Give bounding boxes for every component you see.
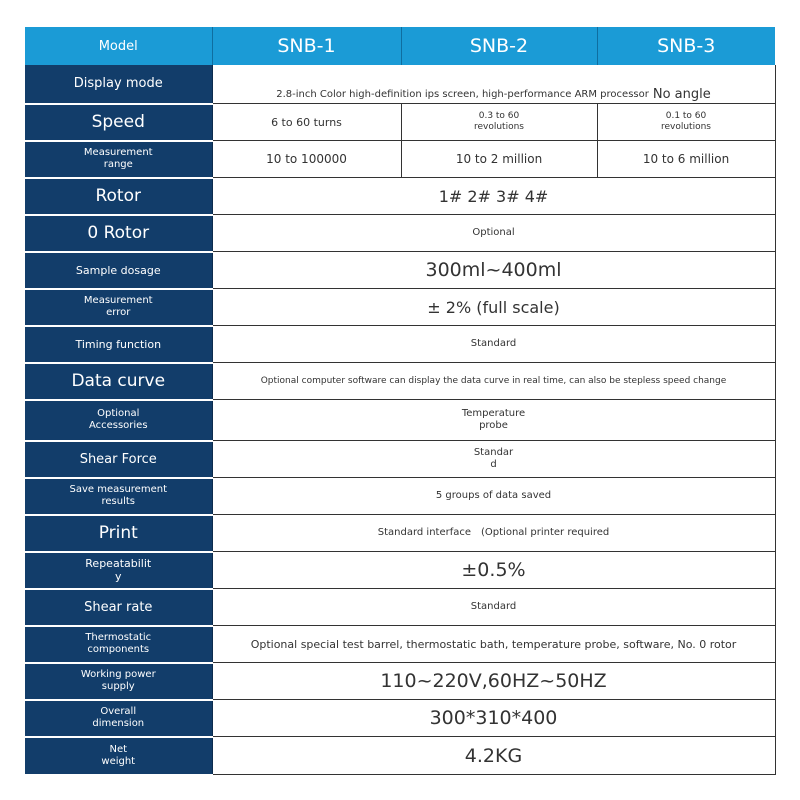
row-print xyxy=(25,515,775,552)
row-zero-rotor xyxy=(25,215,775,252)
row-display-mode xyxy=(25,65,775,104)
row-label-overall-dimension: Overall dimension xyxy=(25,700,212,737)
speed-snb3: 0.1 to 60 revolutions xyxy=(597,104,775,141)
row-value-optional-accessories: Temperature probe xyxy=(212,400,775,441)
row-value-measurement-error: ± 2% (full scale) xyxy=(212,289,775,326)
row-value-save-results: 5 groups of data saved xyxy=(212,478,775,515)
row-shear-rate xyxy=(25,589,775,626)
row-label-save-results: Save measurement results xyxy=(25,478,212,515)
row-label-measurement-range: Measurement range xyxy=(25,141,212,178)
row-value-display-mode xyxy=(212,65,775,104)
row-label-net-weight: Net weight xyxy=(25,737,212,775)
display-mode-extra: No angle xyxy=(652,87,711,102)
spec-table xyxy=(25,27,776,776)
header-model-snb1: SNB-1 xyxy=(212,27,401,65)
header-model-snb2: SNB-2 xyxy=(401,27,597,65)
row-label-shear-force: Shear Force xyxy=(25,441,212,478)
row-label-measurement-error: Measurement error xyxy=(25,289,212,326)
row-label-data-curve: Data curve xyxy=(25,363,212,400)
row-power-supply xyxy=(25,663,775,700)
row-measurement-range xyxy=(25,141,775,178)
row-label-shear-rate: Shear rate xyxy=(25,589,212,626)
row-optional-accessories xyxy=(25,400,775,441)
row-value-timing-function: Standard xyxy=(212,326,775,363)
measurement-range-snb3: 10 to 6 million xyxy=(597,141,775,178)
row-value-net-weight: 4.2KG xyxy=(212,737,775,775)
row-value-rotor: 1# 2# 3# 4# xyxy=(212,178,775,215)
speed-snb2: 0.3 to 60 revolutions xyxy=(401,104,597,141)
header-row xyxy=(25,27,775,65)
row-value-zero-rotor: Optional xyxy=(212,215,775,252)
row-label-power-supply: Working power supply xyxy=(25,663,212,700)
row-label-print: Print xyxy=(25,515,212,552)
header-model-snb3: SNB-3 xyxy=(597,27,775,65)
row-rotor xyxy=(25,178,775,215)
row-label-rotor: Rotor xyxy=(25,178,212,215)
row-value-sample-dosage: 300ml~400ml xyxy=(212,252,775,289)
row-data-curve xyxy=(25,363,775,400)
row-label-display-mode: Display mode xyxy=(25,65,212,104)
row-label-thermostatic: Thermostatic components xyxy=(25,626,212,663)
row-shear-force xyxy=(25,441,775,478)
row-label-zero-rotor: 0 Rotor xyxy=(25,215,212,252)
row-repeatability xyxy=(25,552,775,589)
row-value-shear-rate: Standard xyxy=(212,589,775,626)
row-save-results xyxy=(25,478,775,515)
row-value-overall-dimension: 300*310*400 xyxy=(212,700,775,737)
row-measurement-error xyxy=(25,289,775,326)
row-label-speed: Speed xyxy=(25,104,212,141)
row-label-optional-accessories: Optional Accessories xyxy=(25,400,212,441)
header-model-label: Model xyxy=(25,27,212,65)
row-overall-dimension xyxy=(25,700,775,737)
row-value-print: Standard interface (Optional printer required xyxy=(212,515,775,552)
measurement-range-snb2: 10 to 2 million xyxy=(401,141,597,178)
row-label-timing-function: Timing function xyxy=(25,326,212,363)
row-speed xyxy=(25,104,775,141)
display-mode-text: 2.8-inch Color high-definition ips screen, high-performance ARM processor xyxy=(276,89,649,100)
row-value-repeatability: ±0.5% xyxy=(212,552,775,589)
measurement-range-snb1: 10 to 100000 xyxy=(212,141,401,178)
row-timing-function xyxy=(25,326,775,363)
row-value-power-supply: 110~220V,60HZ~50HZ xyxy=(212,663,775,700)
row-net-weight xyxy=(25,737,775,775)
row-label-sample-dosage: Sample dosage xyxy=(25,252,212,289)
row-label-repeatability: Repeatabilit y xyxy=(25,552,212,589)
row-sample-dosage xyxy=(25,252,775,289)
row-value-shear-force: Standar d xyxy=(212,441,775,478)
row-value-thermostatic: Optional special test barrel, thermostatic bath, temperature probe, software, No. 0 rotor xyxy=(212,626,775,663)
row-value-data-curve: Optional computer software can display the data curve in real time, can also be stepless speed change xyxy=(212,363,775,400)
speed-snb1: 6 to 60 turns xyxy=(212,104,401,141)
row-thermostatic xyxy=(25,626,775,663)
